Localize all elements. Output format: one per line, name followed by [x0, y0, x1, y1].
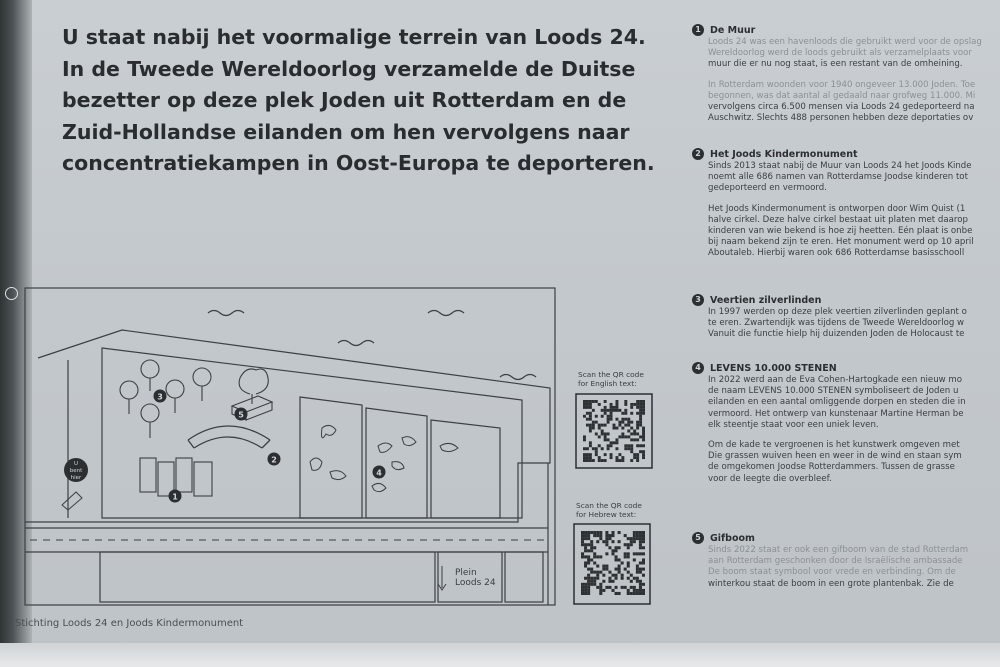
section-text-line: Het Joods Kindermonument is ontworpen door Wim Quist (1 — [708, 203, 966, 214]
section-text-line: de omgekomen Joodse Rotterdammers. Tussen de grasse — [708, 462, 955, 473]
section-text-line: begonnen, was dat aantal al gedaald naar grofweg 11.000. Mi — [708, 90, 976, 101]
section-title: Het Joods Kindermonument — [710, 148, 858, 160]
section-text-line: Aboutaleb. Hierbij waren ook 686 Rotterdamse basisschooll — [708, 248, 965, 259]
qr-hebrew-label — [576, 501, 642, 519]
section-text-line: vermoord. Het ontwerp van kunstenaar Martine Herman be — [708, 408, 964, 419]
section-text-line: kinderen van wie bekend is hoe zij heetten. Eén plaat is onbe — [708, 226, 973, 237]
section-text-line: Wereldoorlog werd de loods gebruikt als verzamelplaats voor — [708, 48, 972, 59]
section-text-line: Sinds 2022 staat er ook een gifboom van de stad Rotterdam — [708, 545, 969, 555]
section-text-line: In 2022 werd aan de Eva Cohen-Hartogkade een nieuw mo — [708, 375, 963, 385]
section-title: LEVENS 10.000 STENEN — [710, 362, 837, 374]
qr-code-english[interactable] — [576, 394, 652, 468]
section-text-line: Sinds 2013 staat nabij de Muur van Loods 24 het Joods Kinde — [708, 161, 972, 171]
plot — [300, 397, 362, 518]
caption: Stichting Loods 24 en Joods Kindermonument — [15, 618, 244, 629]
section-text-line: muur die er nu nog staat, is een restant van de omheining. — [708, 59, 963, 70]
section-text-line: Auschwitz. Slechts 488 personen hebben deze deportaties ov — [708, 113, 974, 124]
section-text-line: te eren. Zwartendijk was tijdens de Tweede Wereldoorlog w — [708, 318, 965, 329]
sign-frame-bottom — [0, 643, 1000, 667]
qr-hebrew-line: for Hebrew text: — [576, 510, 637, 519]
section-text-line: aan Rotterdam geschonken door de Israëlische ambassade — [708, 556, 963, 567]
qr-hebrew-line: Scan the QR code — [576, 501, 642, 510]
qr-code-hebrew[interactable] — [574, 524, 650, 604]
qr-english-line: for English text: — [578, 379, 637, 388]
intro-line: In de Tweede Wereldoorlog verzamelde de Duitse — [62, 56, 636, 81]
section-number-badge: 3 — [692, 294, 704, 306]
section-text-line: In 1997 werden op deze plek veertien zilverlinden geplant o — [708, 307, 967, 317]
section-text-line: voor de leegte die overbleef. — [708, 473, 832, 484]
intro-line: U staat nabij het voormalige terrein van Loods 24. — [62, 25, 646, 49]
section-text-line: De boom staat symbool voor vrede en verbinding. Om de — [708, 567, 956, 578]
section-text-line: elk steentje staat voor een uniek leven. — [708, 419, 879, 430]
section-number-badge: 5 — [692, 532, 704, 544]
section-text-line: noemt alle 686 namen van Rotterdamse Joodse kinderen tot — [708, 172, 968, 183]
section-text-line: winterkou staat de boom in een grote plantenbak. Zie de — [708, 578, 954, 589]
terrain-outline — [102, 348, 522, 518]
section-number-badge: 2 — [692, 148, 704, 160]
map-markers — [64, 390, 386, 503]
section-title: De Muur — [710, 24, 756, 36]
arrow-down-icon — [438, 566, 446, 590]
section-number-badge: 1 — [692, 24, 704, 36]
marker-4-label: 4 — [376, 468, 382, 478]
marker-2-label: 2 — [271, 455, 277, 465]
you-are-here-text: U — [73, 461, 79, 467]
marker-5-label: 5 — [238, 410, 244, 420]
section-text-line: eilanden en een aantal omliggende dorpen en steden die in — [708, 397, 966, 408]
section-title: Gifboom — [710, 532, 755, 544]
intro-line: Zuid-Hollandse eilanden om hen vervolgens naar — [62, 119, 630, 144]
plein-label — [455, 568, 496, 588]
qr-english-line: Scan the QR code — [578, 370, 644, 379]
section-text-line: de naam LEVENS 10.000 STENEN symboliseert de Joden u — [708, 386, 959, 397]
section-text-line: bij naam bekend zijn te eren. Het monument werd op 10 april — [708, 237, 974, 248]
marker-1-label: 1 — [172, 492, 178, 502]
section-text-line: Die grassen wuiven heen en weer in de wind en staan sym — [708, 451, 962, 462]
section-number-badge: 4 — [692, 362, 704, 374]
kindermonument-arc — [188, 426, 270, 448]
you-are-here-text: hier — [70, 475, 82, 481]
bench — [62, 492, 82, 510]
section-text-line: vervolgens circa 6.500 mensen via Loods 24 gedeporteerd na — [708, 102, 975, 113]
section-text-line: Vanuit die functie hielp hij duizenden Joden de Holocaust te — [708, 329, 965, 340]
section-text-line: Loods 24 was een havenloods die gebruikt werd voor de opslag — [708, 37, 982, 47]
plot — [431, 420, 500, 518]
intro-line: concentratiekampen in Oost-Europa te deporteren. — [62, 151, 655, 175]
quay-outline — [25, 330, 550, 522]
marker-3-label: 3 — [157, 392, 163, 402]
qr-english-label — [578, 370, 644, 388]
section-text-line: halve cirkel. Deze halve cirkel bestaat uit platen met daarop — [708, 214, 968, 225]
plot — [366, 408, 427, 518]
stones — [310, 425, 458, 491]
you-are-here-text: bent — [69, 468, 83, 474]
section-text-line: Om de kade te vergroenen is het kunstwerk omgeven met — [708, 440, 960, 451]
intro-line: bezetter op deze plek Joden uit Rotterdam en de — [62, 88, 627, 112]
plein-text: Loods 24 — [455, 578, 496, 588]
plein-text: Plein — [455, 568, 477, 578]
section-title: Veertien zilverlinden — [710, 294, 822, 306]
section-text-line: gedeporteerd en vermoord. — [708, 183, 827, 194]
section-text-line: In Rotterdam woonden voor 1940 ongeveer 13.000 Joden. Toe — [708, 79, 976, 90]
